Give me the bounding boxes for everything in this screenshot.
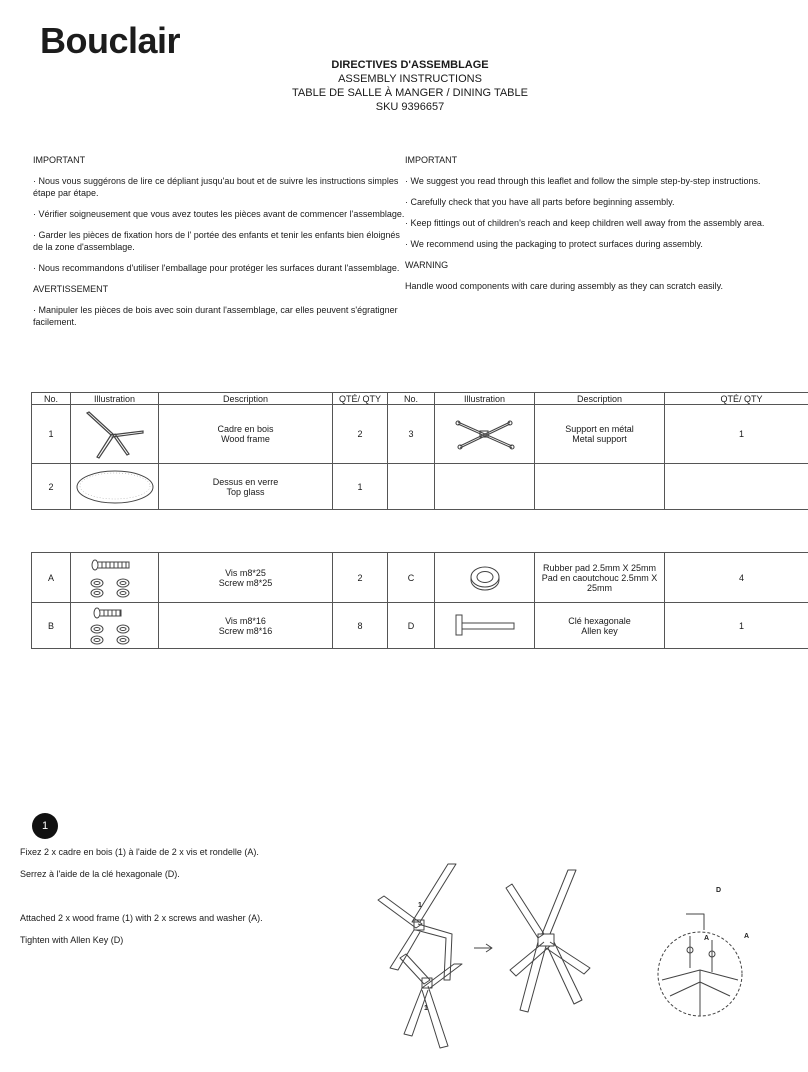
description-line: Rubber pad 2.5mm X 25mm <box>542 562 657 573</box>
product-name: TABLE DE SALLE À MANGER / DINING TABLE <box>292 87 528 99</box>
english-warning-heading: WARNING <box>405 260 449 270</box>
part-number: 3 <box>388 405 435 464</box>
part-description <box>159 553 333 603</box>
english-item: · We suggest you read through this leaflet and follow the simple step-by-step instructions. <box>405 176 761 186</box>
english-item: · Carefully check that you have all parts before beginning assembly. <box>405 197 675 207</box>
part-qty: 2 <box>333 553 388 603</box>
part-qty: 2 <box>333 405 388 464</box>
screw-washer-icon <box>85 605 145 647</box>
table-row <box>32 464 808 510</box>
part-qty: 4 <box>665 553 808 603</box>
label-a-left: A <box>704 935 710 942</box>
french-warning-text: · Manipuler les pièces de bois avec soin durant l'assemblage, car elles peuvent s'égratigner facilement. <box>33 305 398 327</box>
part-number: C <box>388 553 435 603</box>
metal-support-illustration <box>435 405 535 464</box>
description-line: Pad en caoutchouc 2.5mm X 25mm <box>541 572 658 593</box>
wood-frame-illustration <box>71 405 159 464</box>
parts-table <box>31 392 808 510</box>
step-text-en: Attached 2 x wood frame (1) with 2 x screws and washer (A). <box>20 913 263 923</box>
title-english: ASSEMBLY INSTRUCTIONS <box>338 73 482 85</box>
document-header <box>200 58 620 114</box>
header-cell: QTÉ/ QTY <box>333 393 388 405</box>
part-qty: 1 <box>665 405 808 464</box>
step-text-fr: Serrez à l'aide de la clé hexagonale (D). <box>20 869 180 879</box>
metal-support-icon <box>450 414 520 454</box>
label-a-right: A <box>744 933 750 940</box>
description-line: Allen key <box>581 625 618 636</box>
part-description <box>535 553 665 603</box>
english-item: · We recommend using the packaging to protect surfaces during assembly. <box>405 239 703 249</box>
description-en: Top glass <box>226 486 265 497</box>
header-cell: Illustration <box>435 393 535 405</box>
part-description <box>159 603 333 649</box>
description-fr: Dessus en verre <box>212 476 279 487</box>
header-cell: No. <box>388 393 435 405</box>
wood-frame-upper <box>378 864 456 980</box>
step-instructions <box>20 846 340 956</box>
detail-circle <box>658 914 742 1016</box>
part-number: 2 <box>32 464 71 510</box>
english-heading: IMPORTANT <box>405 155 458 165</box>
part-qty: 8 <box>333 603 388 649</box>
part-number: A <box>32 553 71 603</box>
rubber-pad-icon <box>465 563 505 593</box>
description-en: Metal support <box>572 434 627 444</box>
english-item: · Keep fittings out of children's reach and keep children well away from the assembly area. <box>405 218 765 228</box>
french-item: · Garder les pièces de fixation hors de l' portée des enfants et tenir les enfants bien éloignés de la zone d'assemblage. <box>33 230 400 252</box>
header-cell: Description <box>159 393 333 405</box>
step1-assembly-diagram <box>360 850 780 1060</box>
allen-key-icon <box>450 609 520 643</box>
description-en: Screw m8*16 <box>218 625 273 636</box>
description-line: Clé hexagonale <box>568 615 631 626</box>
hardware-table <box>31 552 808 649</box>
french-heading: IMPORTANT <box>33 155 86 165</box>
description-fr: Vis m8*25 <box>225 567 266 578</box>
label-part1-bottom: 1 <box>424 1005 428 1012</box>
description-fr: Cadre en bois <box>217 424 274 434</box>
part-qty <box>665 464 808 510</box>
step-text-en: Tighten with Allen Key (D) <box>20 935 124 945</box>
french-item: · Nous recommandons d'utiliser l'emballage pour protéger les surfaces durant l'assemblage. <box>33 263 400 273</box>
english-instructions <box>405 154 787 301</box>
wood-frame-icon <box>77 407 153 461</box>
brand-logo: Bouclair <box>40 20 181 61</box>
header-cell: No. <box>32 393 71 405</box>
screw-b-illustration <box>71 603 159 649</box>
title-french: DIRECTIVES D'ASSEMBLAGE <box>331 59 489 71</box>
allen-key-icon <box>686 914 704 930</box>
table-row <box>32 553 808 603</box>
rubber-pad-illustration <box>435 553 535 603</box>
top-glass-illustration <box>71 464 159 510</box>
arrow-right-icon <box>474 944 492 952</box>
assembled-frame <box>506 870 590 1012</box>
step-number-badge: 1 <box>32 813 58 839</box>
screw-washer-icon <box>85 556 145 600</box>
label-d: D <box>716 887 722 894</box>
description-fr: Support en métal <box>565 424 634 434</box>
part-number: B <box>32 603 71 649</box>
table-row <box>32 603 808 649</box>
description-en: Wood frame <box>221 434 270 444</box>
part-description <box>159 464 333 510</box>
step-text-fr: Fixez 2 x cadre en bois (1) à l'aide de 2 x vis et rondelle (A). <box>20 847 259 857</box>
french-warning-heading: AVERTISSEMENT <box>33 284 109 294</box>
allen-key-illustration <box>435 603 535 649</box>
top-glass-icon <box>74 468 156 506</box>
french-instructions <box>33 154 405 337</box>
english-warning-text: Handle wood components with care during assembly as they can scratch easily. <box>405 281 723 291</box>
part-description <box>535 464 665 510</box>
header-cell: Illustration <box>71 393 159 405</box>
sku: SKU 9396657 <box>375 101 445 113</box>
header-cell: Description <box>535 393 665 405</box>
parts-table-header <box>32 393 808 405</box>
description-en: Screw m8*25 <box>218 577 273 588</box>
part-qty: 1 <box>333 464 388 510</box>
label-part1-top: 1 <box>418 902 422 909</box>
part-number: 1 <box>32 405 71 464</box>
empty-illustration <box>435 464 535 510</box>
part-number: D <box>388 603 435 649</box>
french-item: · Vérifier soigneusement que vous avez toutes les pièces avant de commencer l'assemblage. <box>33 209 405 219</box>
wood-frame-lower <box>400 954 462 1048</box>
screw-a-illustration <box>71 553 159 603</box>
part-description <box>535 603 665 649</box>
part-qty: 1 <box>665 603 808 649</box>
header-cell: QTÉ/ QTY <box>665 393 808 405</box>
french-item: · Nous vous suggérons de lire ce dépliant jusqu'au bout et de suivre les instructions simples étape par étape. <box>33 176 399 198</box>
description-fr: Vis m8*16 <box>225 615 266 626</box>
part-description <box>535 405 665 464</box>
table-row <box>32 405 808 464</box>
part-description <box>159 405 333 464</box>
part-number <box>388 464 435 510</box>
